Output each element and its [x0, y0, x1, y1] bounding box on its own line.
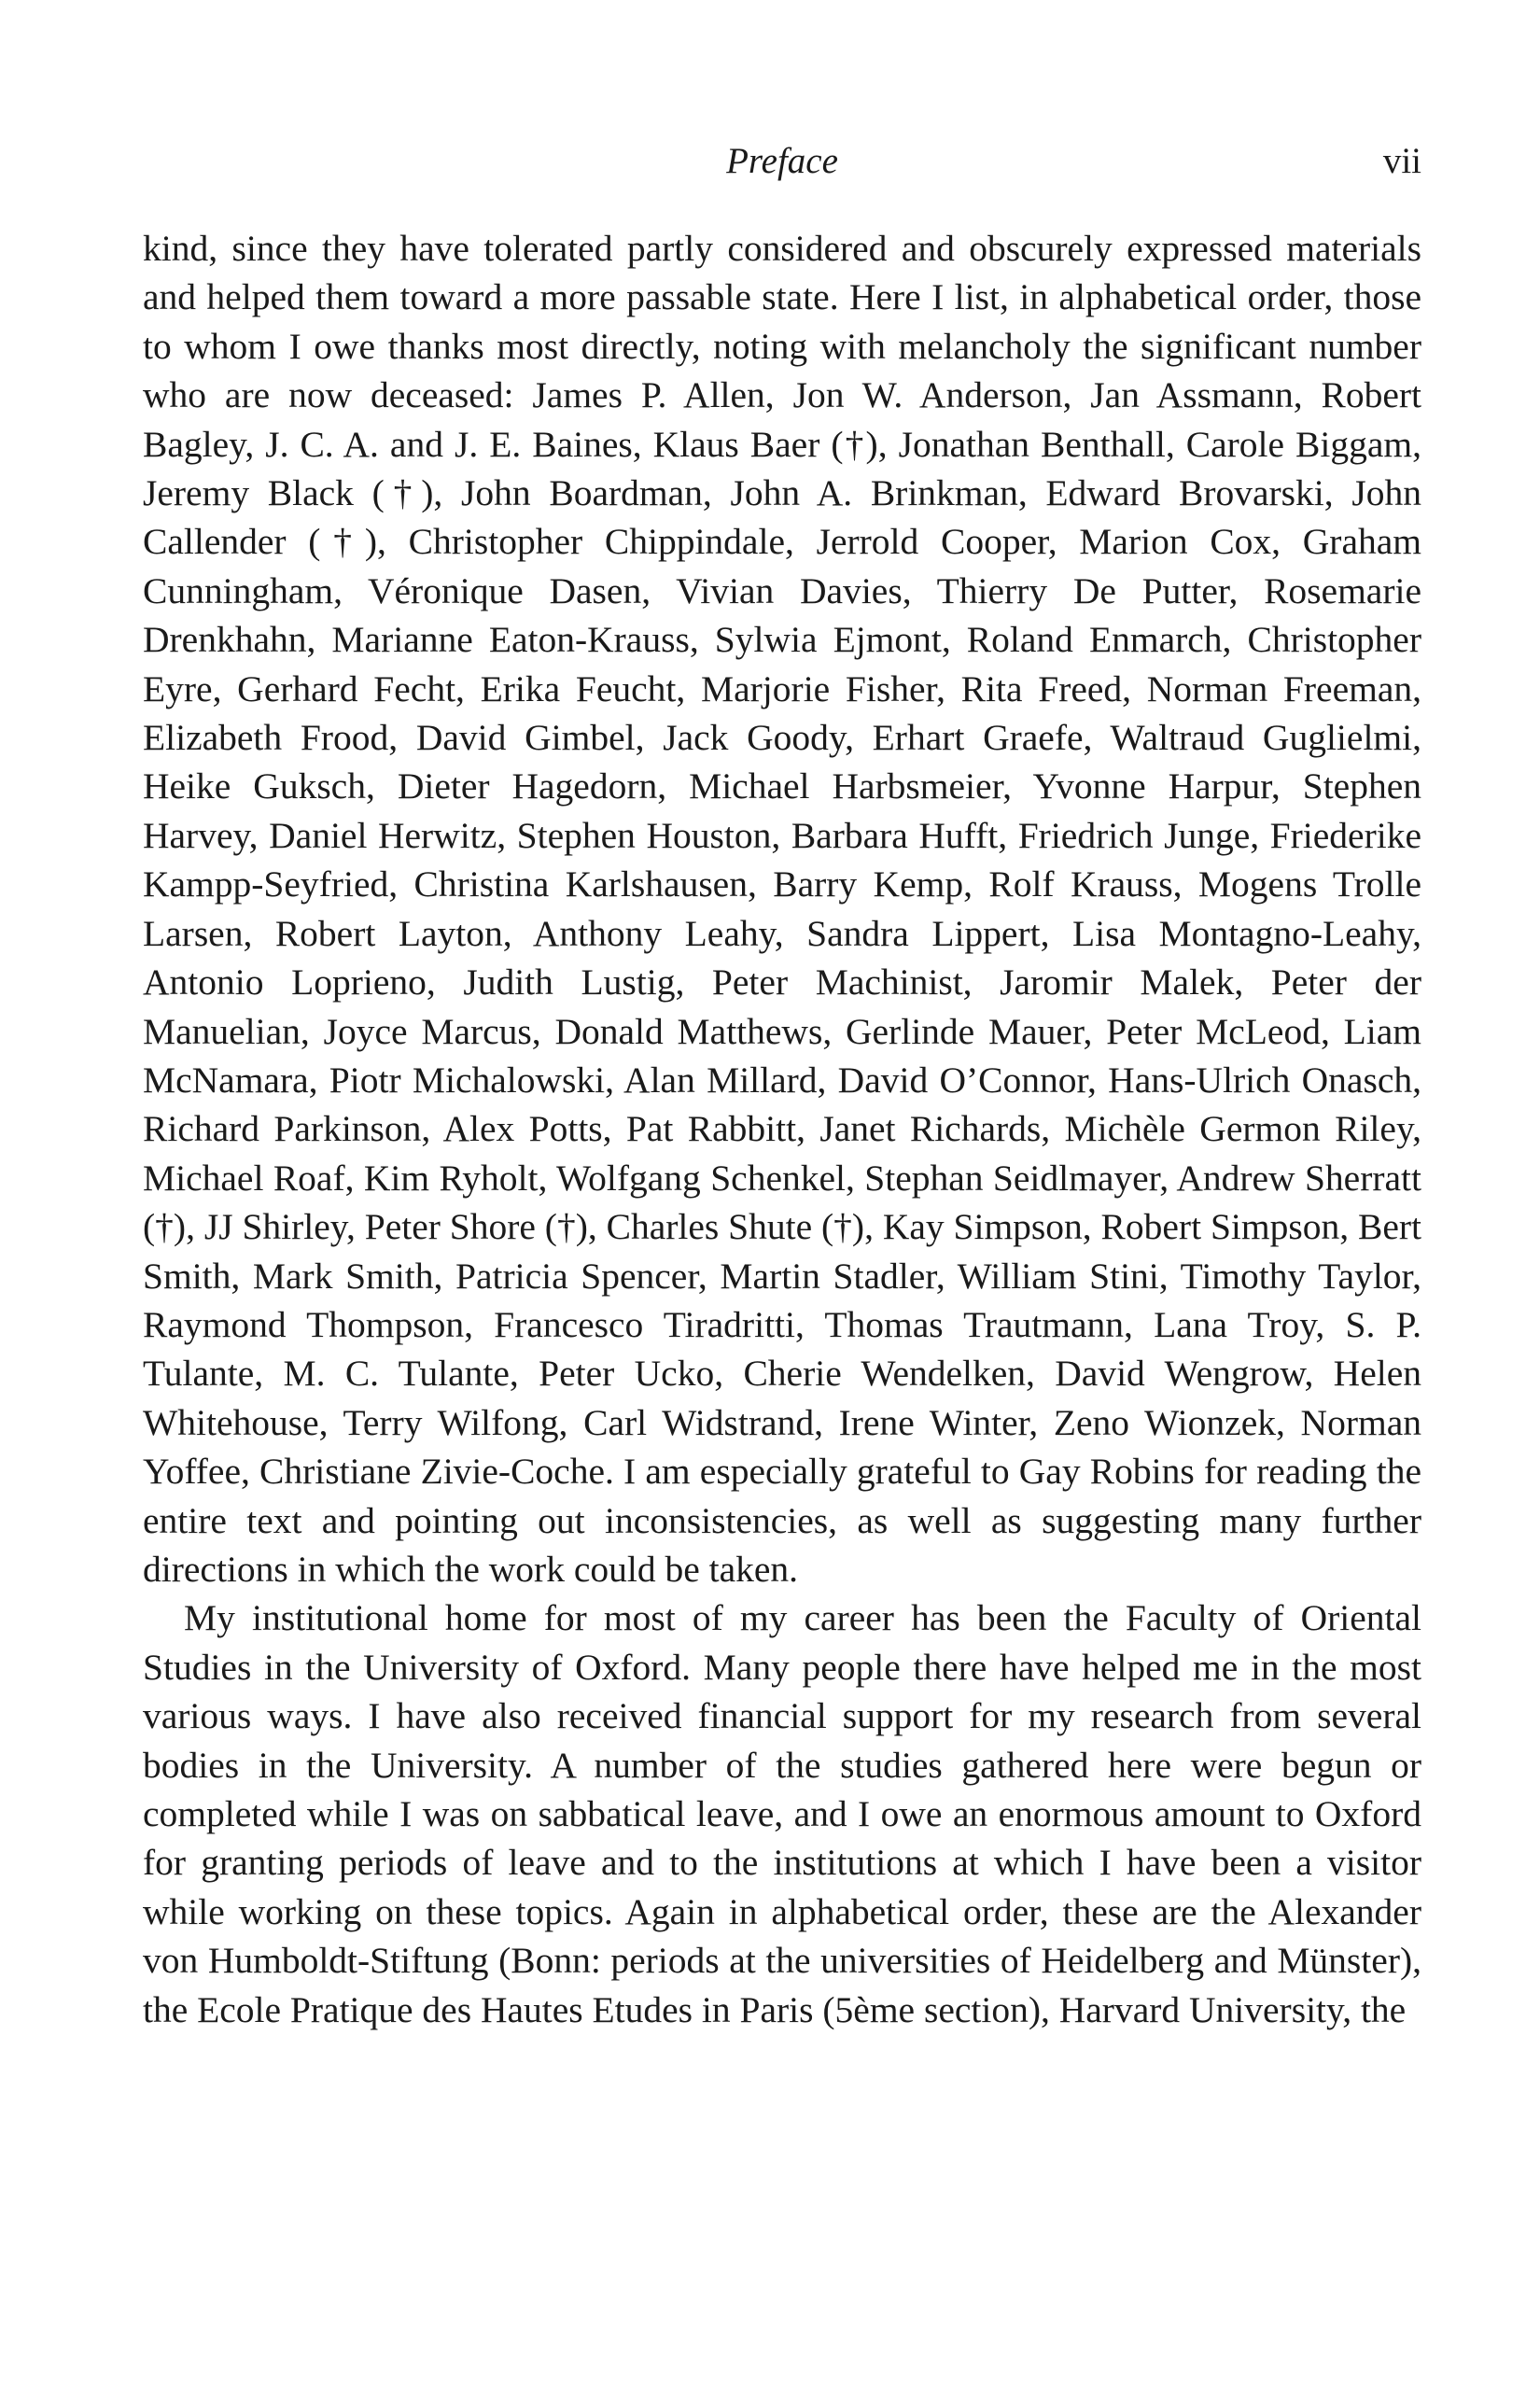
paragraph-institutional-home: My institutional home for most of my career has been the Faculty of Oriental Studies in the University of Oxford. Many people there have helped me in the most various ways. I have also received financial support for my research from several bodies in the University. A number of the studies gathered here were begun or completed while I was on sabbatical leave, and I owe an enormous amount to Oxford for granting periods of leave and to the institutions at which I have been a visitor while working on these topics. Again in alphabetical order, these are the Alexander von Humboldt-Stiftung (Bonn: periods at the universities of Heidelberg and Münster), the Ecole Pratique des Hautes Etudes in Paris (5ème section), Harvard University, the [143, 1597, 1421, 2030]
page-number: vii [1382, 141, 1421, 181]
running-head [143, 138, 1421, 185]
running-title: Preface [726, 141, 838, 181]
body-text [143, 224, 1421, 2034]
paragraph-acknowledgements-list: kind, since they have tolerated partly considered and obscurely expressed materials and helped them toward a more passable state. Here I list, in alphabetical order, those to whom I owe thanks most directly, noting with melancholy the significant number who are now deceased: James P. Allen, Jon W. Anderson, Jan Assmann, Robert Bagley, J. C. A. and J. E. Baines, Klaus Baer (†), Jonathan Benthall, Carole Biggam, Jeremy Black (†), John Boardman, John A. Brinkman, Edward Brovarski, John Callender (†), Christopher Chippindale, Jerrold Cooper, Marion Cox, Graham Cunningham, Véronique Dasen, Vivian Davies, Thierry De Putter, Rosemarie Drenkhahn, Marianne Eaton-Krauss, Sylwia Ejmont, Roland Enmarch, Christopher Eyre, Gerhard Fecht, Erika Feucht, Marjorie Fisher, Rita Freed, Norman Freeman, Elizabeth Frood, David Gimbel, Jack Goody, Erhart Graefe, Waltraud Guglielmi, Heike Guksch, Dieter Hagedorn, Michael Harbsmeier, Yvonne Harpur, Stephen Harvey, Daniel Herwitz, Stephen Houston, Barbara Hufft, Friedrich Junge, Friederike Kampp-Seyfried, Christina Karlshausen, Barry Kemp, Rolf Krauss, Mogens Trolle Larsen, Robert Layton, Anthony Leahy, Sandra Lippert, Lisa Montagno-Leahy, Antonio Loprieno, Judith Lustig, Peter Machinist, Jaromir Malek, Peter der Manuelian, Joyce Marcus, Donald Matthews, Gerlinde Mauer, Peter McLeod, Liam McNamara, Piotr Michalowski, Alan Millard, David O’Connor, Hans-Ulrich Onasch, Richard Parkinson, Alex Potts, Pat Rabbitt, Janet Richards, Michèle Germon Riley, Michael Roaf, Kim Ryholt, Wolfgang Schenkel, Stephan Seidlmayer, Andrew Sherratt (†), JJ Shirley, Peter Shore (†), Charles Shute (†), Kay Simpson, Robert Simpson, Bert Smith, Mark Smith, Patricia Spencer, Martin Stadler, William Stini, Timothy Taylor, Raymond Thompson, Francesco Tiradritti, Thomas Trautmann, Lana Troy, S. P. Tulante, M. C. Tulante, Peter Ucko, Cherie Wendelken, David Wengrow, Helen Whitehouse, Terry Wilfong, Carl Widstrand, Irene Winter, Zeno Wionzek, Norman Yoffee, Christiane Zivie-Coche. I am especially grateful to Gay Robins for reading the entire text and pointing out inconsistencies, as well as suggesting many further directions in which the work could be taken. [143, 228, 1421, 1590]
